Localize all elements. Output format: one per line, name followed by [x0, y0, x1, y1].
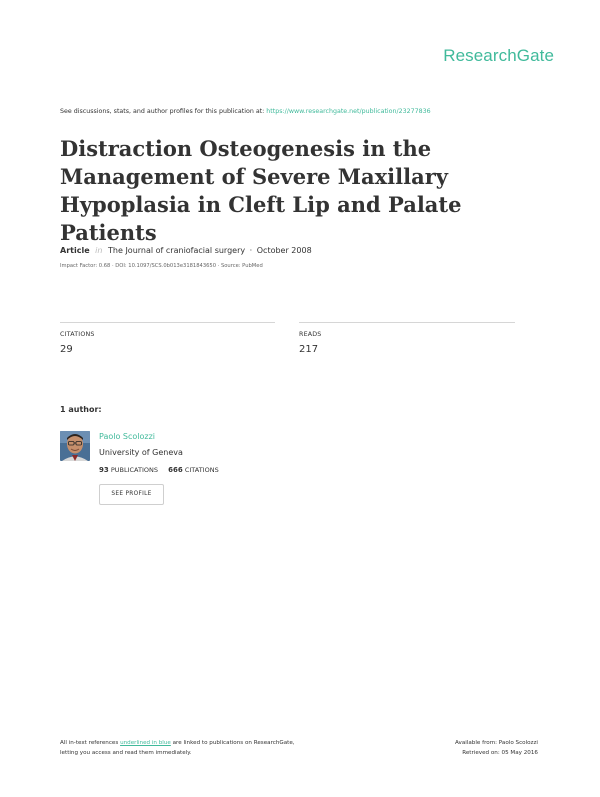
author-name[interactable]: Paolo Scolozzi: [99, 432, 156, 441]
citations-label: CITATIONS: [60, 331, 95, 338]
footer-left-line1: [60, 739, 295, 749]
authors-heading: 1 author:: [60, 405, 102, 414]
discussions-text: See discussions, stats, and author profiles for this publication at:: [60, 108, 265, 115]
footer-references-note: [60, 739, 295, 758]
footer-left-pre: All in-text references: [60, 740, 119, 746]
author-publications-label: PUBLICATIONS: [110, 466, 158, 474]
footer-link-example: underlined in blue: [120, 740, 171, 746]
footer-availability: [455, 739, 538, 758]
journal-name[interactable]: The Journal of craniofacial surgery: [108, 246, 246, 255]
reads-divider: [299, 322, 515, 323]
reads-label: READS: [299, 331, 322, 338]
see-profile-button[interactable]: SEE PROFILE: [99, 484, 164, 505]
researchgate-logo[interactable]: ResearchGate: [443, 46, 554, 65]
publication-type: Article: [60, 246, 90, 255]
author-avatar[interactable]: [60, 431, 90, 461]
publication-meta: [60, 246, 312, 255]
citations-divider: [60, 322, 275, 323]
publication-link[interactable]: https://www.researchgate.net/publication/23277836: [266, 108, 431, 115]
footer-available-from: Available from: Paolo Scolozzi: [455, 740, 538, 746]
in-word: in: [95, 246, 103, 255]
publication-title: Distraction Osteogenesis in the Management of Severe Maxillary Hypoplasia in Cleft Lip and Palate Patients: [60, 136, 462, 245]
discussions-notice: [60, 108, 431, 115]
author-stats: [99, 466, 219, 474]
meta-separator: ·: [249, 246, 253, 255]
author-photo: [60, 431, 90, 461]
footer-left-post: are linked to publications on ResearchGate,: [172, 740, 295, 746]
citations-value: 29: [60, 344, 73, 355]
author-publications-count: 93: [99, 466, 109, 474]
publication-details: Impact Factor: 0.68 · DOI: 10.1097/SCS.0b013e3181843650 · Source: PubMed: [60, 263, 263, 269]
reads-value: 217: [299, 344, 319, 355]
publication-date: October 2008: [256, 246, 312, 255]
author-citations-count: 666: [168, 466, 183, 474]
author-citations-label: CITATIONS: [184, 466, 219, 474]
author-institution: University of Geneva: [99, 448, 183, 457]
footer-left-line2: letting you access and read them immediately.: [60, 749, 192, 756]
footer-retrieved-on: Retrieved on: 05 May 2016: [462, 749, 538, 756]
